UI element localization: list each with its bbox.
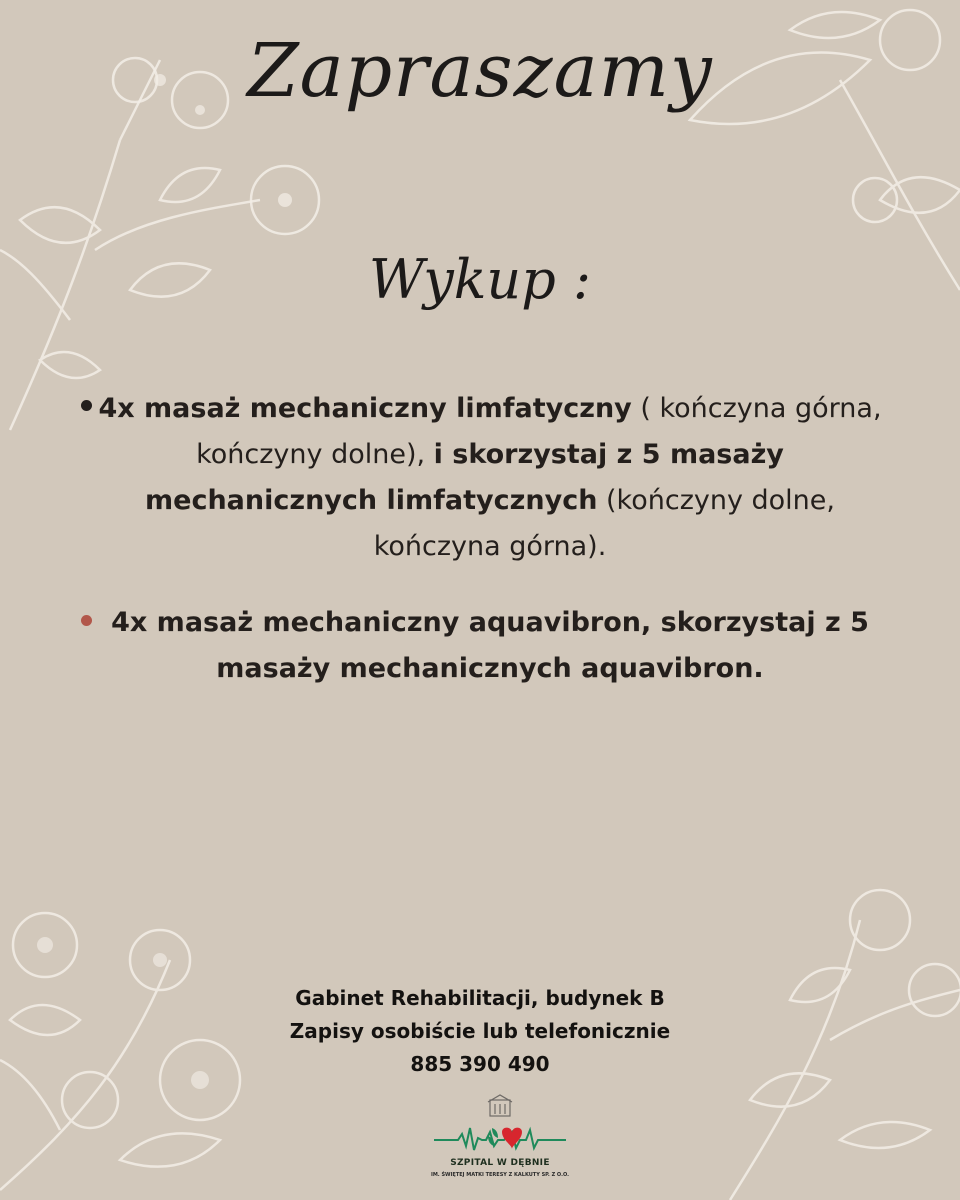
offer-text-bold: 4x masaż mechaniczny aquavibron, skorzystaj z 5 masaży mechanicznych aquavibron. bbox=[111, 607, 869, 684]
contact-block bbox=[0, 982, 960, 1081]
contact-phone: 885 390 490 bbox=[410, 1052, 550, 1076]
offer-text: ( kończyna górna, kończyny dolne), bbox=[196, 393, 882, 470]
contact-signup: Zapisy osobiście lub telefonicznie bbox=[289, 1019, 671, 1043]
offer-item-lymphatic bbox=[80, 386, 900, 570]
hospital-logo-icon bbox=[420, 1094, 580, 1156]
page-subtitle: Wykup : bbox=[368, 248, 592, 311]
offer-text-bold: 4x masaż mechaniczny limfatyczny bbox=[98, 393, 632, 424]
offer-text-bold: i skorzystaj z 5 masaży mechanicznych limfatycznych bbox=[145, 439, 784, 516]
offer-text: (kończyny dolne, kończyna górna). bbox=[373, 485, 835, 562]
hospital-logo bbox=[420, 1094, 580, 1194]
contact-location: Gabinet Rehabilitacji, budynek B bbox=[295, 986, 665, 1010]
hospital-name: SZPITAL W DĘBNIE bbox=[450, 1158, 550, 1168]
page-title: Zapraszamy bbox=[247, 28, 713, 114]
offer-item-aquavibron bbox=[80, 600, 900, 692]
hospital-subname: IM. ŚWIĘTEJ MATKI TERESY Z KALKUTY SP. Z O.O. bbox=[430, 1172, 570, 1178]
